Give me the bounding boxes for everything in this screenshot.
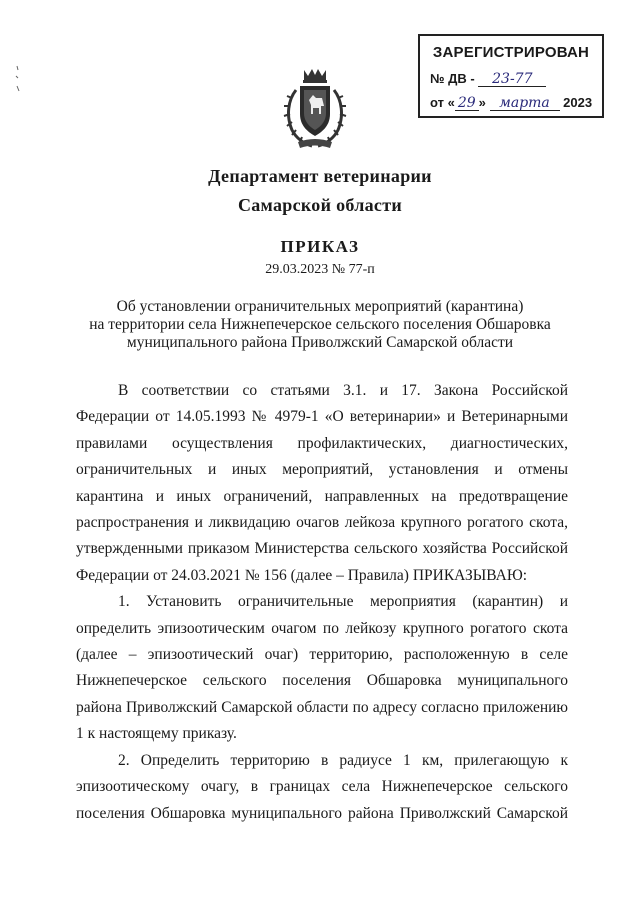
stamp-number-label: № ДВ - — [430, 71, 475, 86]
body-paragraph-item-2: 2. Определить территорию в радиусе 1 км, прилегающую к эпизоотическому очагу, в границах села Нижнепечерское сельского поселения Обшаровка муниципального района Приволжский Самарской — [76, 751, 568, 822]
order-date-number: 29.03.2023 № 77-п — [265, 262, 375, 277]
stamp-date-year: 2023 — [563, 95, 593, 110]
order-heading: ПРИКАЗ — [280, 237, 360, 256]
stamp-date-row — [430, 95, 592, 111]
stamp-date-day: 29 — [455, 96, 479, 111]
stamp-title: ЗАРЕГИСТРИРОВАН — [432, 44, 590, 61]
order-title-line2: на территории села Нижнепечерское сельского поселения Обшаровка — [89, 316, 551, 333]
body-paragraph-preamble: В соответствии со статьями 3.1. и 17. Закона Российской Федерации от 14.05.1993 № 4979-1 «О ветеринарии» и Ветеринарными правилами осуществления профилактических, диагностических, ограничительных и иных мероприятий, установления и отмены карантина и иных ограничений, направленных на предотвращение распространения и ликвидацию очагов лейкоза крупного рогатого скота, утвержденными приказом Министерства сельского хозяйства Российской Федерации от 24.03.2021 № 156 (далее – Правила) ПРИКАЗЫВАЮ: — [76, 382, 568, 584]
order-body — [76, 378, 568, 827]
stamp-date-prefix: от « — [430, 95, 455, 110]
stamp-number-value: 23-77 — [478, 72, 546, 87]
stamp-date-month: марта — [490, 96, 560, 111]
order-title — [70, 298, 570, 352]
body-paragraph-item-1: 1. Установить ограничительные мероприятия (карантин) и определить эпизоотическим очагом по лейкозу крупного рогатого скота (далее – эпизоотический очаг) территорию, расположенную в селе Нижнепечерское сельского поселения Обшаровка муниципального района Приволжский Самарской области по адресу согласно приложению 1 к настоящему приказу. — [76, 593, 568, 743]
department-name-line1: Департамент ветеринарии — [208, 166, 432, 186]
stamp-number-row — [430, 71, 546, 87]
scan-artifact-mark — [14, 64, 22, 94]
order-title-line3: муниципального района Приволжский Самарской области — [126, 334, 514, 351]
department-name-line2: Самарской области — [237, 195, 403, 215]
registration-stamp — [418, 34, 604, 118]
stamp-date-mid: » — [478, 95, 486, 110]
order-title-line1: Об установлении ограничительных мероприятий (карантина) — [116, 298, 524, 315]
samara-coat-of-arms-icon — [282, 66, 348, 150]
